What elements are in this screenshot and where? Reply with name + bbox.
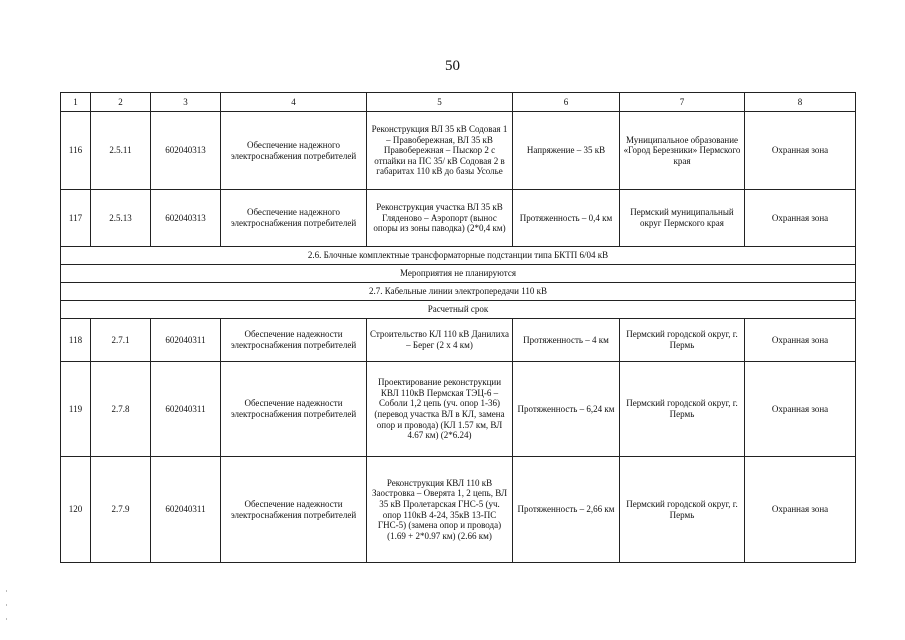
location-cell: Пермский городской округ, г. Пермь <box>620 362 745 457</box>
classifier-code-cell: 602040311 <box>151 319 221 362</box>
table-header-row <box>61 93 856 112</box>
location-cell: Пермский городской округ, г. Пермь <box>620 457 745 563</box>
section-period: Расчетный срок <box>61 301 856 319</box>
item-code-cell: 2.7.1 <box>91 319 151 362</box>
header-cell: 7 <box>620 93 745 112</box>
item-code-cell: 2.5.11 <box>91 112 151 190</box>
table-row <box>61 319 856 362</box>
row-number-cell: 116 <box>61 112 91 190</box>
section-row <box>61 301 856 319</box>
table-row <box>61 112 856 190</box>
plan-table <box>60 92 856 563</box>
characteristic-cell: Протяженность – 0,4 км <box>513 190 620 247</box>
purpose-cell: Обеспечение надежности электроснабжения потребителей <box>221 457 367 563</box>
item-code-cell: 2.7.8 <box>91 362 151 457</box>
section-row <box>61 247 856 265</box>
row-number-cell: 118 <box>61 319 91 362</box>
section-row <box>61 265 856 283</box>
section-heading: 2.7. Кабельные линии электропередачи 110 кВ <box>61 283 856 301</box>
zone-cell: Охранная зона <box>745 319 856 362</box>
location-cell: Пермский городской округ, г. Пермь <box>620 319 745 362</box>
header-cell: 6 <box>513 93 620 112</box>
characteristic-cell: Протяженность – 6,24 км <box>513 362 620 457</box>
purpose-cell: Обеспечение надежного электроснабжения потребителей <box>221 112 367 190</box>
purpose-cell: Обеспечение надежности электроснабжения потребителей <box>221 362 367 457</box>
item-code-cell: 2.5.13 <box>91 190 151 247</box>
zone-cell: Охранная зона <box>745 190 856 247</box>
characteristic-cell: Протяженность – 4 км <box>513 319 620 362</box>
measure-description-cell: Строительство КЛ 110 кВ Данилиха – Берег (2 х 4 км) <box>367 319 513 362</box>
location-cell: Муниципальное образование «Город Березники» Пермского края <box>620 112 745 190</box>
measure-description-cell: Реконструкция участка ВЛ 35 кВ Гляденово – Аэропорт (вынос опоры из зоны паводка) (2*0,4 км) <box>367 190 513 247</box>
scan-artifact <box>6 590 7 592</box>
classifier-code-cell: 602040311 <box>151 457 221 563</box>
header-cell: 2 <box>91 93 151 112</box>
section-note: Мероприятия не планируются <box>61 265 856 283</box>
location-cell: Пермский муниципальный округ Пермского края <box>620 190 745 247</box>
zone-cell: Охранная зона <box>745 457 856 563</box>
row-number-cell: 120 <box>61 457 91 563</box>
zone-cell: Охранная зона <box>745 362 856 457</box>
classifier-code-cell: 602040313 <box>151 190 221 247</box>
purpose-cell: Обеспечение надежного электроснабжения потребителей <box>221 190 367 247</box>
page-number: 50 <box>445 58 460 74</box>
table-row <box>61 362 856 457</box>
header-cell: 3 <box>151 93 221 112</box>
section-heading: 2.6. Блочные комплектные трансформаторные подстанции типа БКТП 6/04 кВ <box>61 247 856 265</box>
header-cell: 8 <box>745 93 856 112</box>
row-number-cell: 117 <box>61 190 91 247</box>
header-cell: 5 <box>367 93 513 112</box>
item-code-cell: 2.7.9 <box>91 457 151 563</box>
classifier-code-cell: 602040313 <box>151 112 221 190</box>
characteristic-cell: Напряжение – 35 кВ <box>513 112 620 190</box>
section-row <box>61 283 856 301</box>
classifier-code-cell: 602040311 <box>151 362 221 457</box>
measure-description-cell: Проектирование реконструкции КВЛ 110кВ Пермская ТЭЦ-6 – Соболи 1,2 цепь (уч. опор 1-36) (перевод участка ВЛ в КЛ, замена опор и провода) (КЛ 1.57 км, ВЛ 4.67 км) (2*6.24) <box>367 362 513 457</box>
scan-artifact <box>6 618 7 620</box>
purpose-cell: Обеспечение надежности электроснабжения потребителей <box>221 319 367 362</box>
scan-artifact <box>6 604 7 606</box>
table-row <box>61 190 856 247</box>
characteristic-cell: Протяженность – 2,66 км <box>513 457 620 563</box>
measure-description-cell: Реконструкция ВЛ 35 кВ Содовая 1 – Правобережная, ВЛ 35 кВ Правобережная – Пыскор 2 с отпайки на ПС 35/ кВ Содовая 2 в габаритах 110 кВ до базы Усолье <box>367 112 513 190</box>
header-cell: 1 <box>61 93 91 112</box>
table-row <box>61 457 856 563</box>
header-cell: 4 <box>221 93 367 112</box>
row-number-cell: 119 <box>61 362 91 457</box>
zone-cell: Охранная зона <box>745 112 856 190</box>
measure-description-cell: Реконструкция КВЛ 110 кВ Заостровка – Оверята 1, 2 цепь, ВЛ 35 кВ Пролетарская ГНС-5 (уч. опор 110кВ 4-24, 35кВ 13-ПС ГНС-5) (замена опор и провода) (1.69 + 2*0.97 км) (2.66 км) <box>367 457 513 563</box>
